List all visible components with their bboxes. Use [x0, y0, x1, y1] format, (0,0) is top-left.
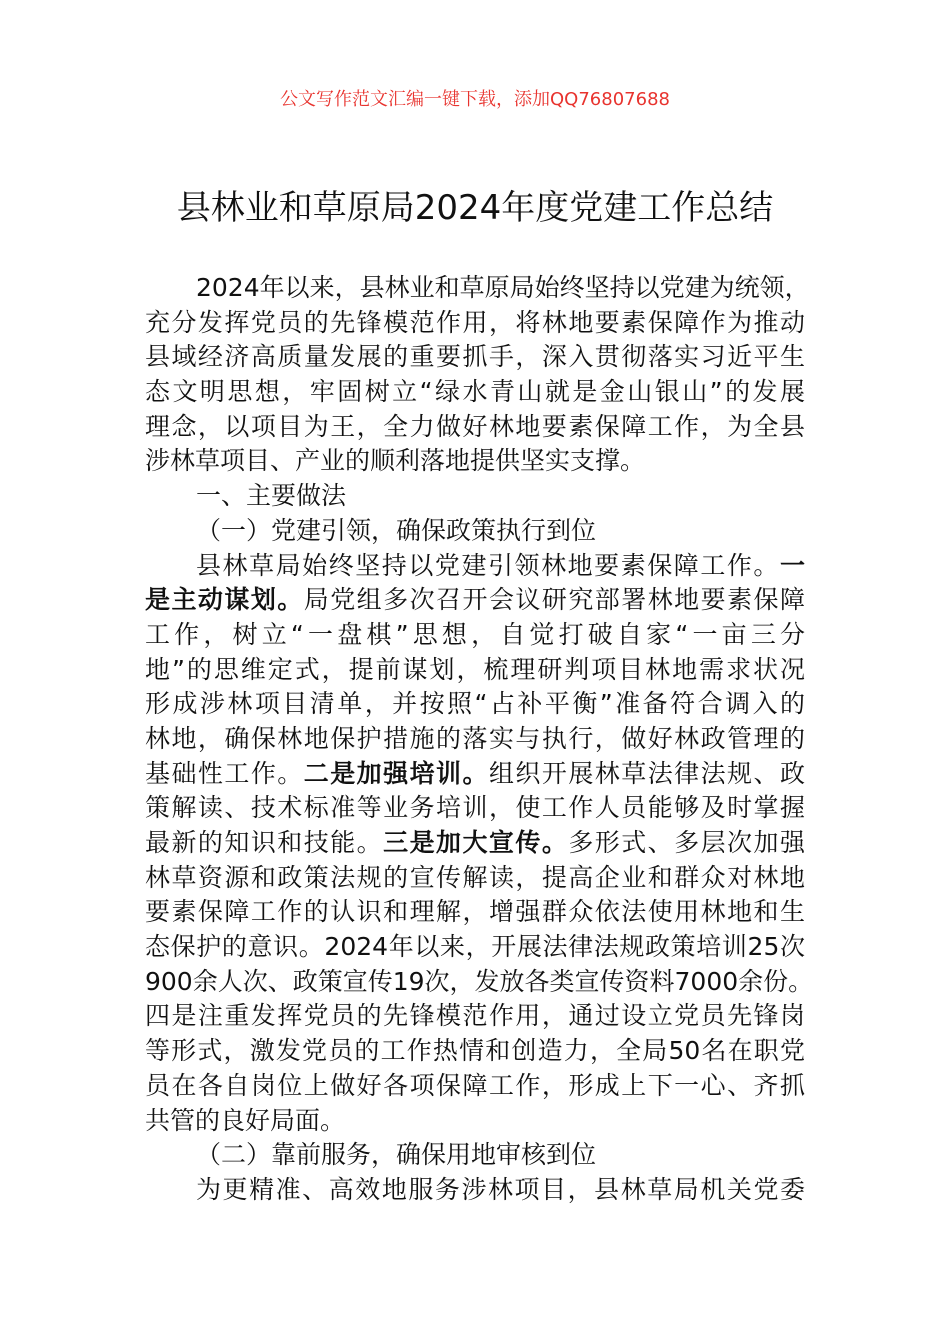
text-run: 一、主要做法 [196, 481, 347, 511]
body-text-line [145, 861, 805, 896]
section-heading [145, 514, 805, 549]
text-run: 形成涉林项目清单，并按照“占补平衡”准备符合调入的 [145, 689, 805, 719]
document-body [145, 271, 814, 1208]
body-text-line [145, 618, 805, 653]
text-run: 态文明思想，牢固树立“绿水青山就是金山银山”的发展 [145, 377, 805, 407]
bold-lead-phrase: 二是加强培训。 [303, 758, 489, 788]
body-text-line [145, 757, 805, 792]
text-run: 基础性工作。 [145, 758, 304, 788]
text-run: 等形式，激发党员的工作热情和创造力，全局50名在职党 [145, 1036, 805, 1066]
text-run: 四是注重发挥党员的先锋模范作用，通过设立党员先锋岗 [145, 1001, 805, 1031]
document-title: 县林业和草原局2024年度党建工作总结 [176, 188, 774, 228]
text-run: （一）党建引领，确保政策执行到位 [196, 515, 597, 545]
text-run: 2024年以来，县林业和草原局始终坚持以党建为统领， [196, 273, 810, 302]
watermark-download-notice: 公文写作范文汇编一键下载，添加QQ76807688 [280, 89, 670, 110]
body-text-line [145, 653, 805, 688]
text-run: 员在各自岗位上做好各项保障工作，形成上下一心、齐抓 [145, 1070, 805, 1100]
body-text-line [145, 444, 805, 479]
body-text-line [145, 549, 805, 584]
text-run: 理念，以项目为王，全力做好林地要素保障工作，为全县 [145, 411, 805, 441]
text-run: 县域经济高质量发展的重要抓手，深入贯彻落实习近平生 [145, 342, 805, 372]
body-text-line [145, 999, 805, 1034]
body-text-line [145, 965, 814, 1000]
body-text-line [145, 826, 805, 861]
text-run: 林草资源和政策法规的宣传解读，提高企业和群众对林地 [145, 862, 805, 892]
text-run: 共管的良好局面。 [145, 1105, 346, 1135]
bold-lead-phrase: 是主动谋划。 [145, 585, 304, 615]
text-run: （二）靠前服务，确保用地审核到位 [196, 1140, 597, 1170]
body-text-line [145, 410, 805, 445]
text-run: 多形式、多层次加强 [568, 828, 805, 857]
body-text-line [145, 1173, 805, 1208]
text-run: 为更精准、高效地服务涉林项目，县林草局机关党委 [196, 1174, 805, 1204]
body-text-line [145, 1069, 805, 1104]
text-run: 态保护的意识。2024年以来，开展法律法规政策培训25次 [145, 932, 805, 962]
section-heading [145, 1138, 805, 1173]
body-text-line [145, 791, 805, 826]
text-run: 900余人次、政策宣传19次，发放各类宣传资料7000余份。 [145, 966, 814, 996]
bold-lead-phrase: 三是加大宣传。 [383, 828, 569, 857]
body-text-line [145, 375, 805, 410]
body-text-line [145, 1034, 805, 1069]
body-text-line [145, 687, 805, 722]
text-run: 策解读、技术标准等业务培训，使工作人员能够及时掌握 [145, 793, 805, 823]
text-run: 林地，确保林地保护措施的落实与执行，做好林政管理的 [145, 723, 805, 753]
text-run: 县林草局始终坚持以党建引领林地要素保障工作。 [196, 550, 780, 580]
text-run: 地”的思维定式，提前谋划，梳理研判项目林地需求状况 [145, 654, 805, 684]
body-text-line [145, 271, 810, 306]
body-text-line [145, 722, 805, 757]
text-run: 充分发挥党员的先锋模范作用，将林地要素保障作为推动 [145, 307, 805, 337]
body-text-line [145, 306, 805, 341]
body-text-line [145, 583, 805, 618]
text-run: 要素保障工作的认识和理解，增强群众依法使用林地和生 [145, 897, 805, 927]
body-text-line [145, 895, 805, 930]
text-run: 工作，树立“一盘棋”思想，自觉打破自家“一亩三分 [145, 619, 805, 649]
text-run: 最新的知识和技能。 [145, 828, 384, 857]
body-text-line [145, 1104, 805, 1139]
text-run: 局党组多次召开会议研究部署林地要素保障 [303, 585, 805, 615]
body-text-line [145, 340, 805, 375]
bold-lead-phrase: 一 [779, 550, 805, 580]
text-run: 组织开展林草法律法规、政 [488, 758, 805, 788]
section-heading [145, 479, 805, 514]
text-run: 涉林草项目、产业的顺利落地提供坚实支撑。 [145, 446, 646, 476]
body-text-line [145, 930, 805, 965]
